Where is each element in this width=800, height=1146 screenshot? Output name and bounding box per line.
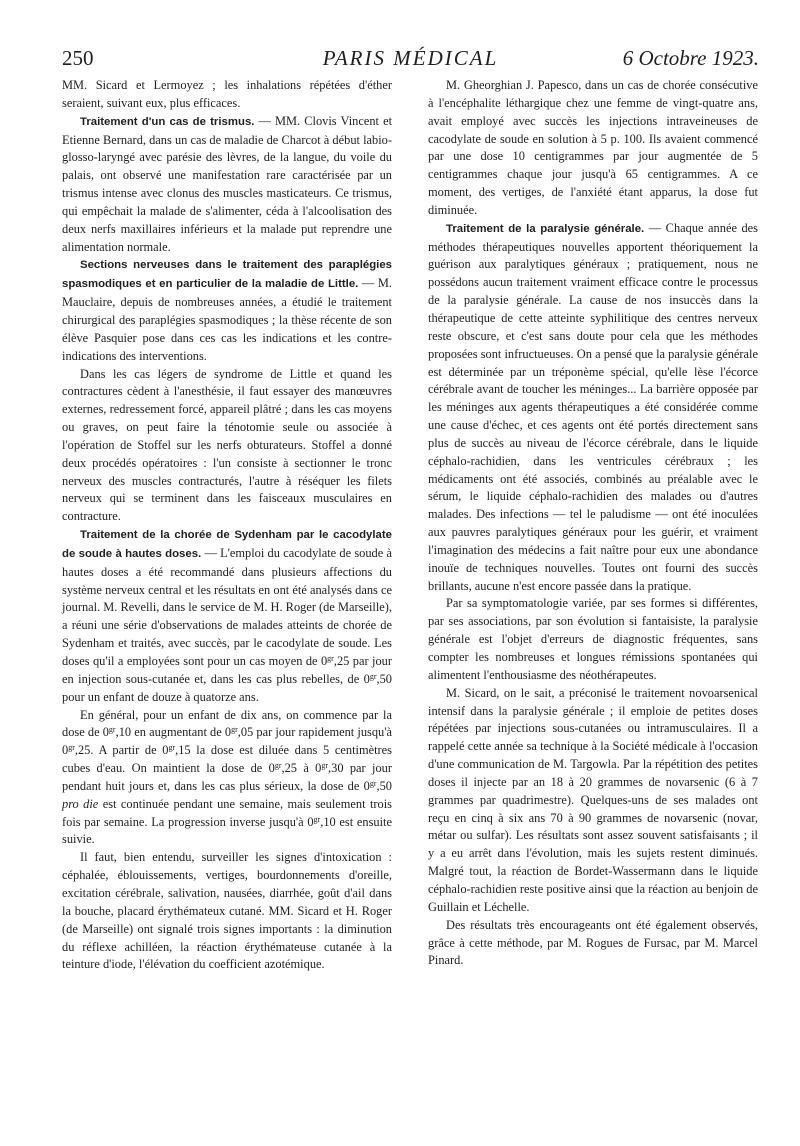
section-heading: Traitement de la paralysie générale. [446, 222, 645, 235]
paragraph-text: ,30 par jour pendant huit jours et, dans les cas plus sérieux, la dose de 0 [62, 761, 392, 793]
left-column [62, 77, 392, 974]
latin-phrase: pro die [62, 796, 99, 811]
paragraph-choree [62, 526, 392, 706]
paragraph-text: ,25. A partir de 0 [74, 743, 169, 758]
unit-gr: gr [369, 778, 377, 788]
paragraph-text: — Chaque année des méthodes thérapeutiques nouvelles apportent théoriquement la guérison aux paralytiques généraux ; pratiquement, nous ne possédons aucun traitement vraiment efficace contre le processus de la paralysie générale. La cause de nos insuccès dans la thérapeutique de cette atteinte syphilitique des centres nerveux reste obscure, et c'est sans doute pour cela que les méthodes proposées sont infructueuses. On a pensé que la paralysie générale est déterminée par un tréponème spécial, qu'elle lèse l'écorce cérébrale avant de toucher les méninges... La barrière opposée par les méninges aux agents thérapeutiques a été considérée comme une cause d'échec, et ces agents ont été portés directement sans plus de succès au niveau de l'écorce cérébrale, dans le liquide céphalo-rachidien, dans les ventricules cérébraux ; les médicaments ont été associés, combinés au préalable avec le sérum, le liquide céphalo-rachidien des malades ou d'autres malades. Des infections — tel le paludisme — ont été inoculées aux pauvres paralytiques généraux pour les guérir, et vraiment l'imagination des médecins a fait naître pour eux une abondance inouïe de techniques nouvelles. Toutes ont fourni des succès brillants, aucune n'est encore passée dans la pratique. [428, 220, 758, 593]
section-heading: Traitement de la chorée de Sydenham par le cacodylate de soude à hautes doses. [62, 529, 392, 560]
unit-gr: gr [108, 725, 116, 735]
paragraph-text: ,10 en augmentant de 0 [115, 725, 232, 740]
paragraph-text: est continuée pendant une semaine, mais seulement trois fois par semaine. La progression inverse jusqu'à 0 [62, 796, 392, 829]
right-column [428, 77, 758, 970]
journal-title: PARIS MÉDICAL [322, 46, 499, 70]
paragraph-text: ,05 par jour rapidement jusqu'à 0 [62, 725, 392, 758]
running-header [62, 44, 759, 74]
paragraph: M. Sicard, on le sait, a préconisé le traitement novoarsenical intensif dans la paralysie générale ; il emploie de petites doses répétées par injections sous-cutanées ou intramusculaires. Il a rappelé cette année sa technique à la Société médicale à l'occasion d'une communication de M. Targowla. Par la répétition des petites doses il injecte par an 18 à 20 grammes de novarsenic (6 à 7 grammes par quadrimestre). Quelques-uns de ses malades ont reçu en cinq à six ans 70 à 90 grammes de novarsenic (novar, métar ou sulfar). Les résultats sont assez souvent satisfaisants ; il y a eu arrêt dans l'évolution, mais les sujets restent diminués. Malgré tout, la réaction de Bordet-Wassermann dans le liquide céphalo-rachidien reste positive ainsi que la réaction au benjoin de Guillain et Léchelle. [428, 685, 758, 914]
unit-gr: gr [231, 725, 238, 735]
section-heading: Sections nerveuses dans le traitement des paraplégies spasmodiques et en particulier de la maladie de Little. [62, 259, 392, 291]
paragraph-doses [62, 707, 392, 850]
unit-gr: gr [274, 761, 282, 771]
paragraph: MM. Sicard et Lermoyez ; les inhalations répétées d'éther seraient, suivant eux, plus efficaces. [62, 78, 392, 110]
unit-gr: gr [313, 814, 321, 824]
paragraph-text: En général, pour un enfant de dix ans, on commence par la dose de 0 [62, 707, 392, 740]
issue-date: 6 Octobre 1923. [622, 46, 759, 70]
paragraph-sections-nerveuses [62, 256, 392, 365]
paragraph-text: ,50 [376, 778, 392, 793]
unit-gr: gr [68, 743, 75, 753]
paragraph: M. Gheorghian J. Papesco, dans un cas de chorée consécutive à l'encéphalite léthargique chez une femme de vingt-quatre ans, avait employé avec succès les injections intraveineuses de cacodylate de soude en solution à 5 p. 100. Ils avaient commencé par une dose 10 centigrammes par jour augmentée de 5 centigrammes chaque jour jusqu'à 65 centigrammes. A ce moment, des vertiges, de l'anxiété étant apparus, la dose fut diminuée. [428, 78, 758, 217]
unit-gr: gr [369, 671, 377, 681]
paragraph-text: — MM. Clovis Vincent et Etienne Bernard, dans un cas de maladie de Charcot à début labio-glosso-laryngé avec parésie des lèvres, de la langue, du voile du palais, ont observé une manifestation rare caractérisée par un trismus intense avec clonus des muscles masticateurs. Ce trismus, qui empêchait la malade de s'alimenter, céda à l'alcoolisation des deux nerfs maxillaires inférieurs et la malade put reprendre une alimentation normale. [62, 113, 393, 254]
paragraph: Il faut, bien entendu, surveiller les signes d'intoxication : céphalée, éblouissements, vertiges, bourdonnements d'oreille, excitation cérébrale, salivation, nausées, diarrhée, goût d'ail dans la bouche, placard érythémateux cutané. MM. Sicard et H. Roger (de Marseille) ont signalé trois signes importants : la diminution du réflexe achilléen, la réaction érythémateuse cutanée à la teinture d'iode, l'élévation du coefficient azotémique. [62, 850, 392, 972]
unit-gr: gr [321, 761, 329, 771]
paragraph-text: ,50 pour un enfant de douze à quatorze ans. [62, 671, 392, 704]
paragraph: Dans les cas légers de syndrome de Little et quand les contractures cèdent à l'anesthésie, il faut essayer des manœuvres externes, redressement forcé, appareil plâtré ; dans les cas moyens ou graves, on peut faire la ténotomie seule ou associée à l'opération de Stoffel sur les nerfs obturateurs. Stoffel a donné deux procédés opératoires : l'un consiste à sectionner le tronc nerveux des muscles contracturés, l'autre à réséquer les filets nerveux qui se terminent dans les faisceaux musculaires en contracture. [62, 366, 392, 524]
paragraph-text: — L'emploi du cacodylate de soude à hautes doses a été recommandé dans plusieurs affections du système nerveux central et les résultats en ont été analysés dans ce journal. M. Revelli, dans le service de M. H. Roger (de Marseille), a réuni une série d'observations de malades atteints de chorée de Sydenham et traités, avec succès, par le cacodylate de soude. Les doses qu'il a employées sont pour un cas moyen de 0 [62, 545, 392, 668]
unit-gr: gr [327, 654, 334, 663]
section-heading: Traitement d'un cas de trismus. [80, 115, 255, 128]
paragraph-trismus [62, 113, 392, 257]
paragraph-text: — M. Mauclaire, depuis de nombreuses années, a étudié le traitement chirurgical des paraplégies spasmodiques ; la thèse récente de son élève Pasquier pose dans ces cas les indications et les contre-indications des interventions. [62, 276, 392, 363]
paragraph-text: ,25 par jour en injection sous-cutanée et, dans les cas plus rebelles, de 0 [62, 654, 393, 686]
paragraph-text: ,10 est ensuite suivie. [62, 814, 392, 847]
paragraph-paralysie-generale [428, 220, 758, 596]
paragraph-text: ,15 la dose est diluée dans 5 centimètres cubes d'eau. On maintient la dose de 0 [62, 743, 393, 776]
page-number: 250 [62, 46, 94, 70]
paragraph: Des résultats très encourageants ont été également observés, grâce à cette méthode, par M. Rogues de Fursac, par M. Marcel Pinard. [428, 917, 758, 968]
paragraph-text: ,25 à 0 [281, 761, 322, 776]
unit-gr: gr [168, 743, 176, 753]
paragraph: Par sa symptomatologie variée, par ses formes si différentes, par ses associations, par son évolution si fantaisiste, la paralysie générale est l'objet d'erreurs de diagnostic fréquentes, sans compter les nombreuses et longues rémissions spontanées qui alimentent l'enthousiasme des néothérapeutes. [428, 596, 758, 682]
